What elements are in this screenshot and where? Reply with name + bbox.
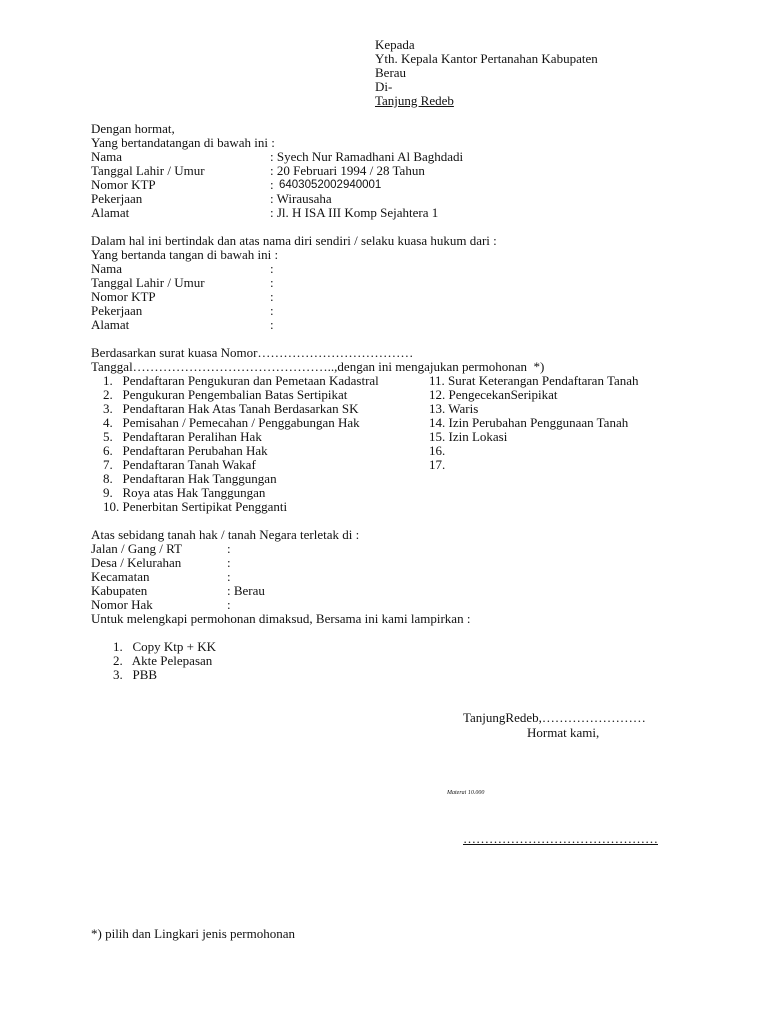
applicant-name-value: : Syech Nur Ramadhani Al Baghdadi: [270, 149, 464, 164]
service-item: 3. Pendaftaran Hak Atas Tanah Berdasarkan SK: [103, 401, 359, 416]
second-intro: Yang bertanda tangan di bawah ini :: [91, 247, 279, 262]
service-item: 10. Penerbitan Sertipikat Pengganti: [103, 499, 288, 514]
land-street-label: Jalan / Gang / RT: [91, 541, 182, 556]
date-line: Tanggal………………………………………..,dengan ini mengajukan permohonan *): [91, 359, 545, 374]
attachment-item: 2. Akte Pelepasan: [113, 653, 213, 668]
applicant-dob-label: Tanggal Lahir / Umur: [91, 163, 205, 178]
principal-name-colon: :: [270, 261, 274, 276]
applicant-addr-label: Alamat: [91, 205, 130, 220]
principal-name-label: Nama: [91, 261, 123, 276]
applicant-ktp-label: Nomor KTP: [91, 177, 156, 192]
principal-addr-label: Alamat: [91, 317, 130, 332]
principal-ktp-label: Nomor KTP: [91, 289, 156, 304]
principal-ktp-colon: :: [270, 289, 274, 304]
salutation: Dengan hormat,: [91, 121, 175, 136]
applicant-ktp-colon: :: [270, 177, 274, 192]
land-village-label: Desa / Kelurahan: [91, 555, 182, 570]
service-item: 13. Waris: [429, 401, 479, 416]
signature-line: ………………………………………: [463, 831, 658, 846]
principal-dob-label: Tanggal Lahir / Umur: [91, 275, 205, 290]
signature-regards: Hormat kami,: [527, 725, 600, 740]
principal-job-colon: :: [270, 303, 274, 318]
service-item: 6. Pendaftaran Perubahan Hak: [103, 443, 268, 458]
service-item: 11. Surat Keterangan Pendaftaran Tanah: [429, 373, 639, 388]
land-street-colon: :: [227, 541, 231, 556]
recipient-title: Yth. Kepala Kantor Pertanahan Kabupaten: [375, 51, 598, 66]
stamp-label: Materai 10.000: [447, 790, 485, 796]
applicant-job-label: Pekerjaan: [91, 191, 143, 206]
service-item: 17.: [429, 457, 446, 472]
attachment-item: 1. Copy Ktp + KK: [113, 639, 217, 654]
service-item: 8. Pendaftaran Hak Tanggungan: [103, 471, 277, 486]
principal-job-label: Pekerjaan: [91, 303, 143, 318]
land-village-colon: :: [227, 555, 231, 570]
attachments-intro: Untuk melengkapi permohonan dimaksud, Bersama ini kami lampirkan :: [91, 611, 471, 626]
recipient-place: Tanjung Redeb: [375, 93, 454, 108]
land-intro: Atas sebidang tanah hak / tanah Negara terletak di :: [91, 527, 360, 542]
service-item: 14. Izin Perubahan Penggunaan Tanah: [429, 415, 629, 430]
recipient-di: Di-: [375, 79, 393, 94]
applicant-dob-value: : 20 Februari 1994 / 28 Tahun: [270, 163, 425, 178]
power-of-attorney-line: Berdasarkan surat kuasa Nomor………………………………: [91, 345, 414, 360]
recipient-kepada: Kepada: [375, 37, 415, 52]
service-item: 9. Roya atas Hak Tanggungan: [103, 485, 266, 500]
service-item: 1. Pendaftaran Pengukuran dan Pemetaan Kadastral: [103, 373, 379, 388]
principal-dob-colon: :: [270, 275, 274, 290]
land-district-label: Kecamatan: [91, 569, 150, 584]
applicant-ktp-value: 6403052002940001: [279, 179, 382, 191]
applicant-name-label: Nama: [91, 149, 123, 164]
land-right-no-label: Nomor Hak: [91, 597, 153, 612]
service-item: 2. Pengukuran Pengembalian Batas Sertipikat: [103, 387, 348, 402]
service-item: 5. Pendaftaran Peralihan Hak: [103, 429, 262, 444]
signature-place-date: TanjungRedeb,……………………: [463, 710, 646, 725]
attachment-item: 3. PBB: [113, 667, 158, 682]
land-district-colon: :: [227, 569, 231, 584]
land-regency-label: Kabupaten: [91, 583, 148, 598]
applicant-addr-value: : Jl. H ISA III Komp Sejahtera 1: [270, 205, 439, 220]
principal-addr-colon: :: [270, 317, 274, 332]
service-item: 7. Pendaftaran Tanah Wakaf: [103, 457, 256, 472]
service-item: 12. PengecekanSeripikat: [429, 387, 558, 402]
intro-text: Yang bertandatangan di bawah ini :: [91, 135, 275, 150]
service-item: 15. Izin Lokasi: [429, 429, 508, 444]
land-regency-value: : Berau: [227, 583, 265, 598]
land-right-no-colon: :: [227, 597, 231, 612]
service-item: 16.: [429, 443, 446, 458]
recipient-city: Berau: [375, 65, 407, 80]
footnote: *) pilih dan Lingkari jenis permohonan: [91, 926, 295, 941]
applicant-job-value: : Wirausaha: [270, 191, 332, 206]
service-item: 4. Pemisahan / Pemecahan / Penggabungan Hak: [103, 415, 360, 430]
acting-text: Dalam hal ini bertindak dan atas nama diri sendiri / selaku kuasa hukum dari :: [91, 233, 497, 248]
